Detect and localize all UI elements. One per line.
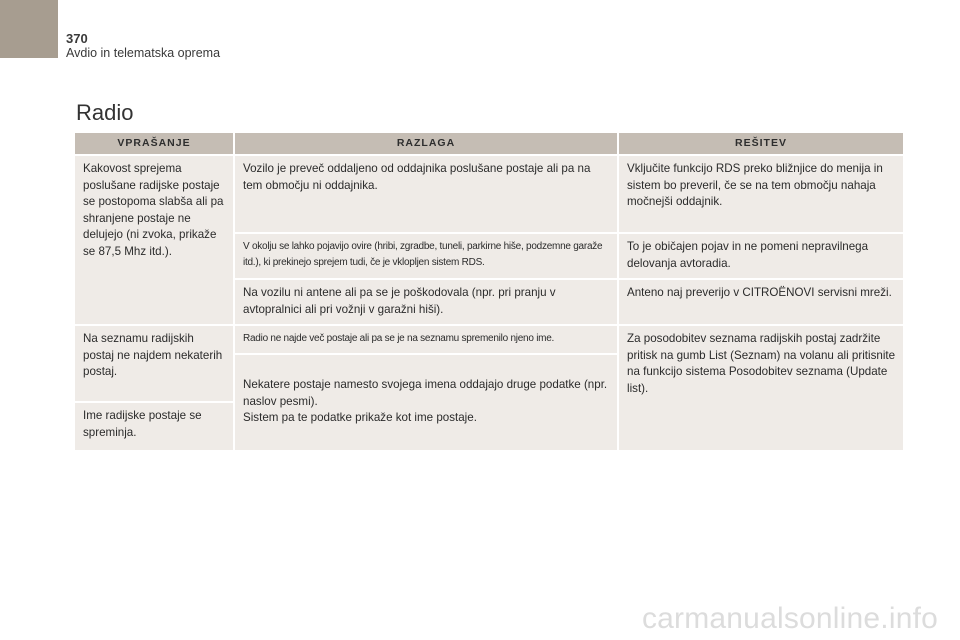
explanation-cell: Na vozilu ni antene ali pa se je poškodovala (npr. pri pranju v avtopralnici ali pri vožnji v garažni hiši). [234, 279, 618, 325]
explanation-cell: Vozilo je preveč oddaljeno od oddajnika poslušane postaje ali pa na tem območju ni oddajnika. [234, 155, 618, 233]
column-header-question: VPRAŠANJE [75, 133, 234, 155]
page-number: 370 [66, 31, 88, 46]
table-row [75, 325, 903, 354]
table-row [75, 155, 903, 233]
question-cell: Na seznamu radijskih postaj ne najdem nekaterih postaj. [75, 325, 234, 402]
explanation-line: Nekatere postaje namesto svojega imena oddajajo druge podatke (npr. naslov pesmi). [243, 378, 608, 408]
column-header-explanation: RAZLAGA [234, 133, 618, 155]
question-cell: Ime radijske postaje se spreminja. [75, 402, 234, 450]
explanation-cell [234, 354, 618, 450]
watermark: carmanualsonline.info [641, 602, 938, 635]
solution-cell: To je običajen pojav in ne pomeni nepravilnega delovanja avtoradia. [618, 233, 903, 279]
explanation-cell: V okolju se lahko pojavijo ovire (hribi, zgradbe, tuneli, parkirne hiše, podzemne garaže itd.), ki prekinejo sprejem tudi, če je vklopljen sistem RDS. [234, 233, 618, 279]
explanation-line: Sistem pa te podatke prikaže kot ime postaje. [243, 411, 477, 425]
solution-cell: Vključite funkcijo RDS preko bližnjice do menija in sistem bo preveril, če se na tem območju nahaja močnejši oddajnik. [618, 155, 903, 233]
corner-tab [0, 0, 58, 58]
solution-cell: Za posodobitev seznama radijskih postaj zadržite pritisk na gumb List (Seznam) na volanu ali pritisnite na funkcijo sistema Posodobitev seznama (Update list). [618, 325, 903, 450]
solution-cell: Anteno naj preverijo v CITROËNOVI servisni mreži. [618, 279, 903, 325]
page-title: Radio [76, 100, 134, 125]
faq-table [75, 133, 903, 450]
explanation-cell: Radio ne najde več postaje ali pa se je na seznamu spremenilo njeno ime. [234, 325, 618, 354]
table-header-row [75, 133, 903, 155]
section-name: Avdio in telematska oprema [66, 46, 221, 60]
question-cell: Kakovost sprejema poslušane radijske postaje se postopoma slabša ali pa shranjene postaje ne delujejo (ni zvoka, prikaže se 87,5 Mhz itd.). [75, 155, 234, 325]
column-header-solution: REŠITEV [618, 133, 903, 155]
